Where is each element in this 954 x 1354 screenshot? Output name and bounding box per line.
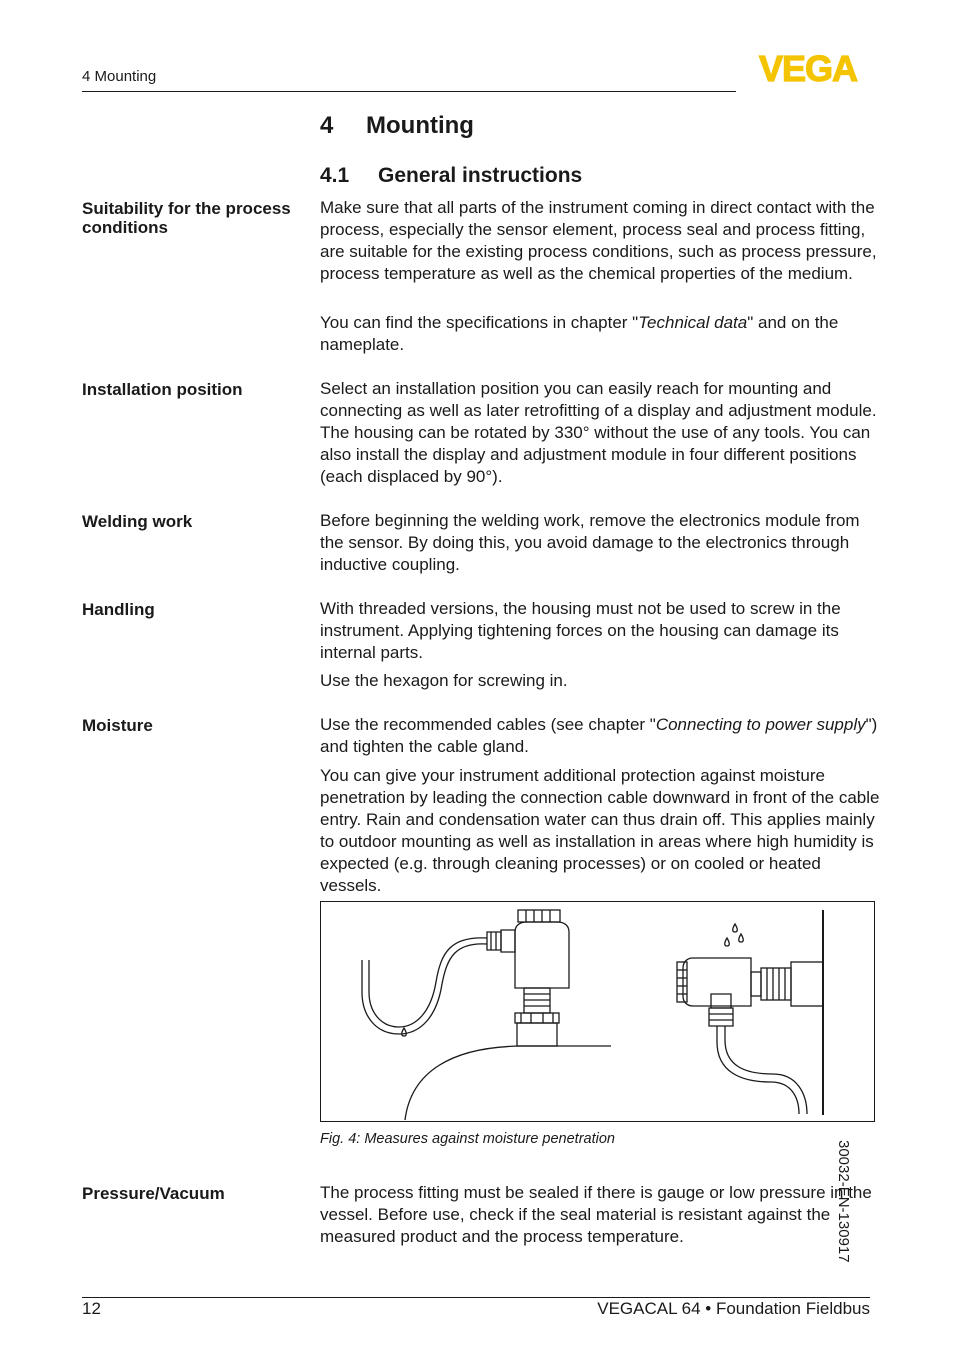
moisture-ref-chapter: Connecting to power supply [655,715,866,734]
moisture-protection-paragraph: You can give your instrument additional protection against moisture penetration by leading the connection cable downward in front of the cable entry. Rain and condensation water can thus drain off. This applies mainly to outdoor mounting as well as installation in areas where high humidity is expected (e.g. through cleaning processes) or on cooled or heated vessels. [320,766,880,895]
sensor-housing [515,922,569,988]
suitability-paragraph: Make sure that all parts of the instrument coming in direct contact with the process, especially the sensor element, process seal and process fitting, are suitable for the existing process conditions, such as process pressure, process temperature as well as the chemical properties of the medium. [320,198,877,283]
sensor-housing-right [683,958,751,1006]
pressure-paragraph: The process fitting must be sealed if there is gauge or low pressure in the vessel. Before use, check if the seal material is resistant against the measured product and the process temperature. [320,1183,872,1246]
handling-paragraph: With threaded versions, the housing must not be used to screw in the instrument. Applying tightening forces on the housing can damage its internal parts. [320,599,841,662]
margin-label-installation: Installation position [82,380,243,399]
margin-label-handling: Handling [82,600,155,619]
document-id: 30032-EN-130917 [835,1140,852,1263]
water-drop-right-1 [733,924,738,932]
cable-gland-left [501,930,515,952]
header-divider [82,91,736,92]
moisture-cable-paragraph [320,714,880,758]
vessel-outline [405,1046,611,1120]
wall-fitting [791,962,823,1006]
vega-logo [742,52,874,84]
chapter-title: Mounting [366,112,474,139]
moisture-ref-text-1: Use the recommended cables (see chapter " [320,715,656,734]
figure-caption: Fig. 4: Measures against moisture penetration [320,1131,615,1147]
handling-hexagon-paragraph: Use the hexagon for screwing in. [320,671,568,690]
section-heading [320,164,582,188]
cable-loop-left [369,938,487,1027]
footer-document-title: VEGACAL 64 • Foundation Fieldbus [597,1299,870,1318]
cable-down-right [717,1026,799,1114]
welding-paragraph: Before beginning the welding work, remove the electronics module from the sensor. By doing this, you avoid damage to the electronics through inductive coupling. [320,511,860,574]
moisture-figure [320,901,875,1122]
installation-paragraph: Select an installation position you can easily reach for mounting and connecting as well as later retrofitting of a display and adjustment module. The housing can be rotated by 330° without the use of any tools. You can also install the display and adjustment module in four different positions (each displaced by 90°). [320,379,877,486]
suitability-reference-paragraph [320,312,880,356]
footer-divider [82,1297,870,1298]
chapter-heading [320,112,474,140]
margin-label-moisture: Moisture [82,716,153,735]
water-drop-right-2 [739,934,744,942]
suitability-ref-text-1: You can find the specifications in chapter " [320,313,639,332]
margin-label-welding: Welding work [82,512,193,531]
process-fitting [517,1023,557,1046]
suitability-ref-chapter: Technical data [638,313,748,332]
chapter-number: 4 [320,112,334,139]
moisture-ref-text-2: ") and tighten the cable gland. [320,715,878,756]
page-number: 12 [82,1299,101,1318]
water-drop-left [402,1028,407,1036]
moisture-illustration [321,902,874,1121]
running-header-section: 4 Mounting [82,68,157,85]
suitability-ref-text-2: " and on the nameplate. [320,313,839,354]
logo-text: VEGA [758,52,858,84]
margin-label-pressure: Pressure/Vacuum [82,1184,225,1203]
water-drop-right-3 [725,938,730,946]
section-number: 4.1 [320,164,350,187]
section-title: General instructions [378,164,583,187]
margin-label-suitability: Suitability for the process conditions [82,199,291,237]
